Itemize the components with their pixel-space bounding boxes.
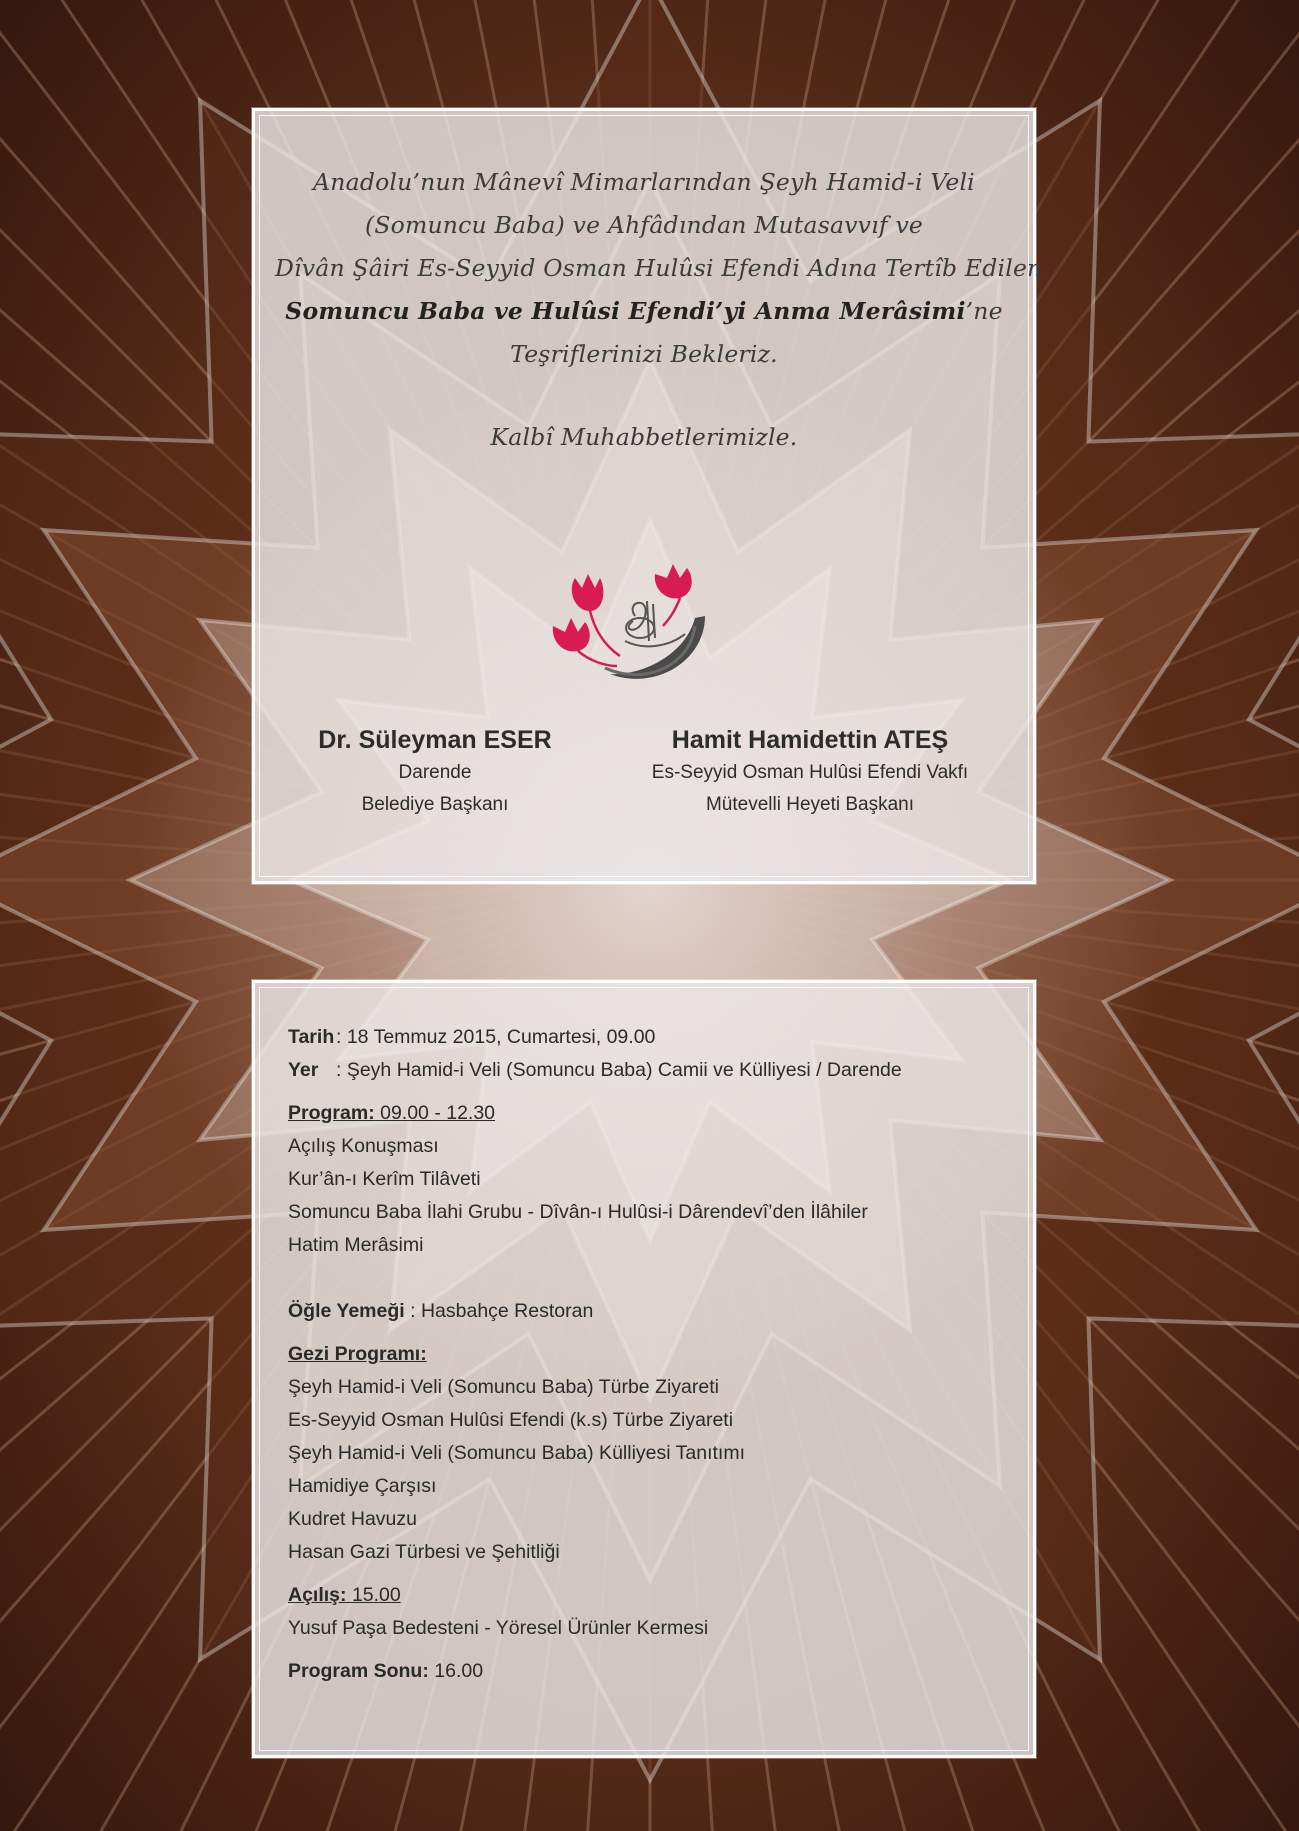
tour-item: Kudret Havuzu xyxy=(288,1508,417,1530)
signatory-right-role-2: Mütevelli Heyeti Başkanı xyxy=(705,794,915,815)
tour-heading xyxy=(288,1338,1013,1371)
place-label: Yer xyxy=(288,1059,319,1081)
intro-line-5: Teşriflerinizi Bekleriz. xyxy=(510,340,778,368)
signatory-left-name: Dr. Süleyman ESER xyxy=(318,726,552,754)
intro-line-3: Dîvân Şâiri Es-Seyyid Osman Hulûsi Efendi Adına Tertîb Edilen xyxy=(275,254,1043,282)
place-value: : Şeyh Hamid-i Veli (Somuncu Baba) Camii ve Külliyesi / Darende xyxy=(336,1059,902,1081)
program-item: Somuncu Baba İlahi Grubu - Dîvân-ı Hulûsi-i Dârendevî’den İlâhiler xyxy=(288,1201,868,1223)
tour-item: Şeyh Hamid-i Veli (Somuncu Baba) Türbe Ziyareti xyxy=(288,1376,719,1398)
signatory-left xyxy=(315,723,555,821)
tour-label: Gezi Programı: xyxy=(288,1343,427,1365)
lunch-value: : Hasbahçe Restoran xyxy=(404,1300,594,1322)
signatory-left-role-1: Darende xyxy=(398,762,472,783)
end-label: Program Sonu: xyxy=(288,1660,429,1682)
date-label: Tarih xyxy=(288,1026,335,1048)
date-row xyxy=(288,1021,1013,1054)
tour-item: Hasan Gazi Türbesi ve Şehitliği xyxy=(288,1541,560,1563)
ceremony-title-suffix: ’ne xyxy=(965,297,1003,325)
closing-greeting: Kalbî Muhabbetlerimizle. xyxy=(490,423,798,451)
opening-label: Açılış: xyxy=(288,1584,347,1606)
lunch-row xyxy=(288,1295,1013,1328)
tour-item: Es-Seyyid Osman Hulûsi Efendi (k.s) Türbe Ziyareti xyxy=(288,1409,734,1431)
program-item: Açılış Konuşması xyxy=(288,1135,439,1157)
intro-line-4 xyxy=(275,290,1013,333)
tulip-crescent-logo-icon xyxy=(545,556,735,696)
intro-line-2: (Somuncu Baba) ve Ahfâdından Mutasavvıf ve xyxy=(364,211,924,239)
program-time: 09.00 - 12.30 xyxy=(374,1102,496,1124)
tour-item: Hamidiye Çarşısı xyxy=(288,1475,437,1497)
signatory-left-role-2: Belediye Başkanı xyxy=(361,794,509,815)
signatory-right xyxy=(620,723,1000,821)
signatory-right-role-1: Es-Seyyid Osman Hulûsi Efendi Vakfı xyxy=(651,762,969,783)
invitation-text xyxy=(275,161,1043,459)
tour-item: Şeyh Hamid-i Veli (Somuncu Baba) Külliyesi Tanıtımı xyxy=(288,1442,746,1464)
opening-item: Yusuf Paşa Bedesteni - Yöresel Ürünler Kermesi xyxy=(288,1617,709,1639)
signatory-right-name: Hamit Hamidettin ATEŞ xyxy=(671,726,949,754)
program-panel xyxy=(252,980,1036,1758)
date-value: : 18 Temmuz 2015, Cumartesi, 09.00 xyxy=(336,1026,656,1048)
opening-heading xyxy=(288,1579,1013,1612)
opening-time: 15.00 xyxy=(346,1584,401,1606)
program-item: Kur’ân-ı Kerîm Tilâveti xyxy=(288,1168,481,1190)
ceremony-title: Somuncu Baba ve Hulûsi Efendi’yi Anma Merâsimi xyxy=(285,297,966,325)
lunch-label: Öğle Yemeği xyxy=(288,1300,405,1322)
place-row xyxy=(288,1054,1013,1087)
program-item: Hatim Merâsimi xyxy=(288,1234,424,1256)
intro-line-1: Anadolu’nun Mânevî Mimarlarından Şeyh Hamid-i Veli xyxy=(313,168,975,196)
end-row xyxy=(288,1655,1013,1688)
end-time: 16.00 xyxy=(428,1660,484,1682)
program-heading xyxy=(288,1097,1013,1130)
program-details xyxy=(288,1021,1013,1688)
program-label: Program: xyxy=(288,1102,375,1124)
invitation-panel xyxy=(252,108,1043,884)
